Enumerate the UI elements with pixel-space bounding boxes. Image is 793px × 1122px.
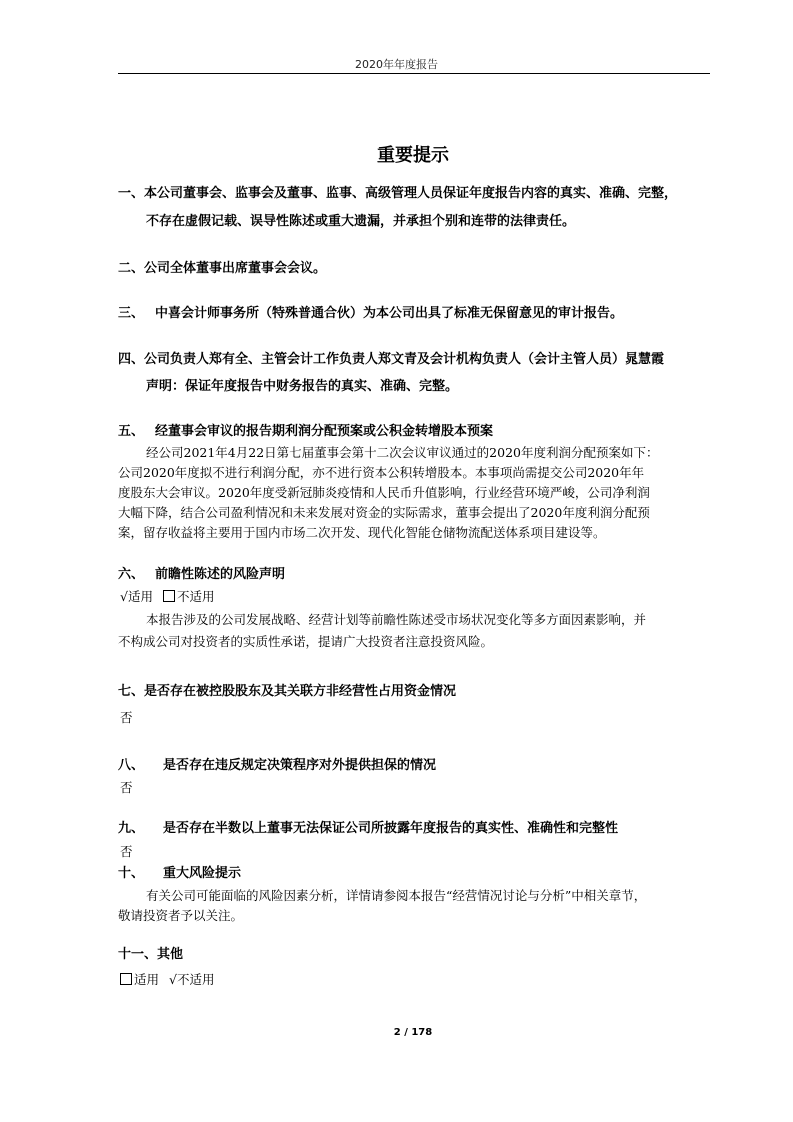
section-6-paragraph-line: 不构成公司对投资者的实质性承诺，提请广大投资者注意投资风险。 (118, 634, 494, 649)
header-divider (118, 73, 710, 74)
section-1-line-1: 一、本公司董事会、监事会及董事、监事、高级管理人员保证年度报告内容的真实、准确、完整， (118, 186, 678, 201)
checked-mark-icon: √ (120, 589, 128, 604)
section-6-number: 六、 (118, 567, 145, 582)
section-10-paragraph-line: 有关公司可能面临的风险因素分析，详情请参阅本报告“经营情况讨论与分析”中相关章节， (146, 888, 647, 903)
section-2-heading: 二、公司全体董事出席董事会会议。 (118, 261, 327, 276)
section-10-number: 十、 (118, 866, 145, 881)
section-5-number: 五、 (118, 424, 145, 439)
page-number: 2 / 178 (393, 1027, 433, 1038)
section-7-answer: 否 (120, 710, 133, 725)
section-6-paragraph-line: 本报告涉及的公司发展战略、经营计划等前瞻性陈述受市场状况变化等多方面因素影响，并 (146, 612, 647, 627)
not-applicable-option: 不适用 (176, 972, 215, 987)
page-title: 重要提示 (377, 145, 449, 166)
unchecked-box-icon (120, 973, 132, 985)
applicable-option: 适用 (127, 589, 153, 604)
section-5-paragraph-line: 经公司2021年4月22日第七届董事会第十二次会议审议通过的2020年度利润分配预案如下： (146, 445, 659, 460)
section-4-line-1: 四、公司负责人郑有全、主管会计工作负责人郑文青及会计机构负责人（会计主管人员）晁慧霞 (118, 352, 665, 367)
unchecked-box-icon (163, 590, 175, 602)
section-4-line-2: 声明：保证年度报告中财务报告的真实、准确、完整。 (146, 379, 459, 394)
section-8-answer: 否 (120, 780, 133, 795)
section-5-paragraph-line: 大幅下降，结合公司盈利情况和未来发展对资金的实际需求，董事会提出了2020年度利润分配预 (118, 505, 650, 520)
section-8-heading: 是否存在违反规定决策程序对外提供担保的情况 (163, 758, 437, 773)
checked-mark-icon: √ (169, 972, 177, 987)
section-5-heading: 经董事会审议的报告期利润分配预案或公积金转增股本预案 (155, 424, 494, 439)
section-6-applicability (120, 587, 214, 608)
section-1-line-2: 不存在虚假记载、误导性陈述或重大遗漏，并承担个别和连带的法律责任。 (146, 214, 576, 229)
section-3-heading: 中喜会计师事务所（特殊普通合伙）为本公司出具了标准无保留意见的审计报告。 (155, 306, 624, 321)
section-9-heading: 是否存在半数以上董事无法保证公司所披露年度报告的真实性、准确性和完整性 (163, 821, 619, 836)
section-9-answer: 否 (120, 844, 133, 859)
section-5-paragraph-line: 度股东大会审议。2020年度受新冠肺炎疫情和人民币升值影响，行业经营环境严峻，公司净利润 (118, 485, 650, 500)
not-applicable-option: 不适用 (176, 589, 215, 604)
section-11-heading: 十一、其他 (118, 947, 184, 962)
section-3-number: 三、 (118, 306, 145, 321)
section-5-paragraph-line: 公司2020年度拟不进行利润分配，亦不进行资本公积转增股本。本事项尚需提交公司2020年年 (118, 465, 645, 480)
section-10-heading: 重大风险提示 (163, 866, 242, 881)
section-10-paragraph-line: 敬请投资者予以关注。 (118, 908, 244, 923)
section-5-paragraph-line: 案，留存收益将主要用于国内市场二次开发、现代化智能仓储物流配送体系项目建设等。 (118, 525, 606, 540)
applicable-option: 适用 (134, 972, 160, 987)
section-8-number: 八、 (118, 758, 145, 773)
running-header: 2020年年度报告 (355, 58, 438, 71)
section-6-heading: 前瞻性陈述的风险声明 (155, 567, 286, 582)
section-11-applicability (120, 970, 214, 991)
section-9-number: 九、 (118, 821, 145, 836)
section-7-heading: 七、是否存在被控股股东及其关联方非经营性占用资金情况 (118, 684, 457, 699)
